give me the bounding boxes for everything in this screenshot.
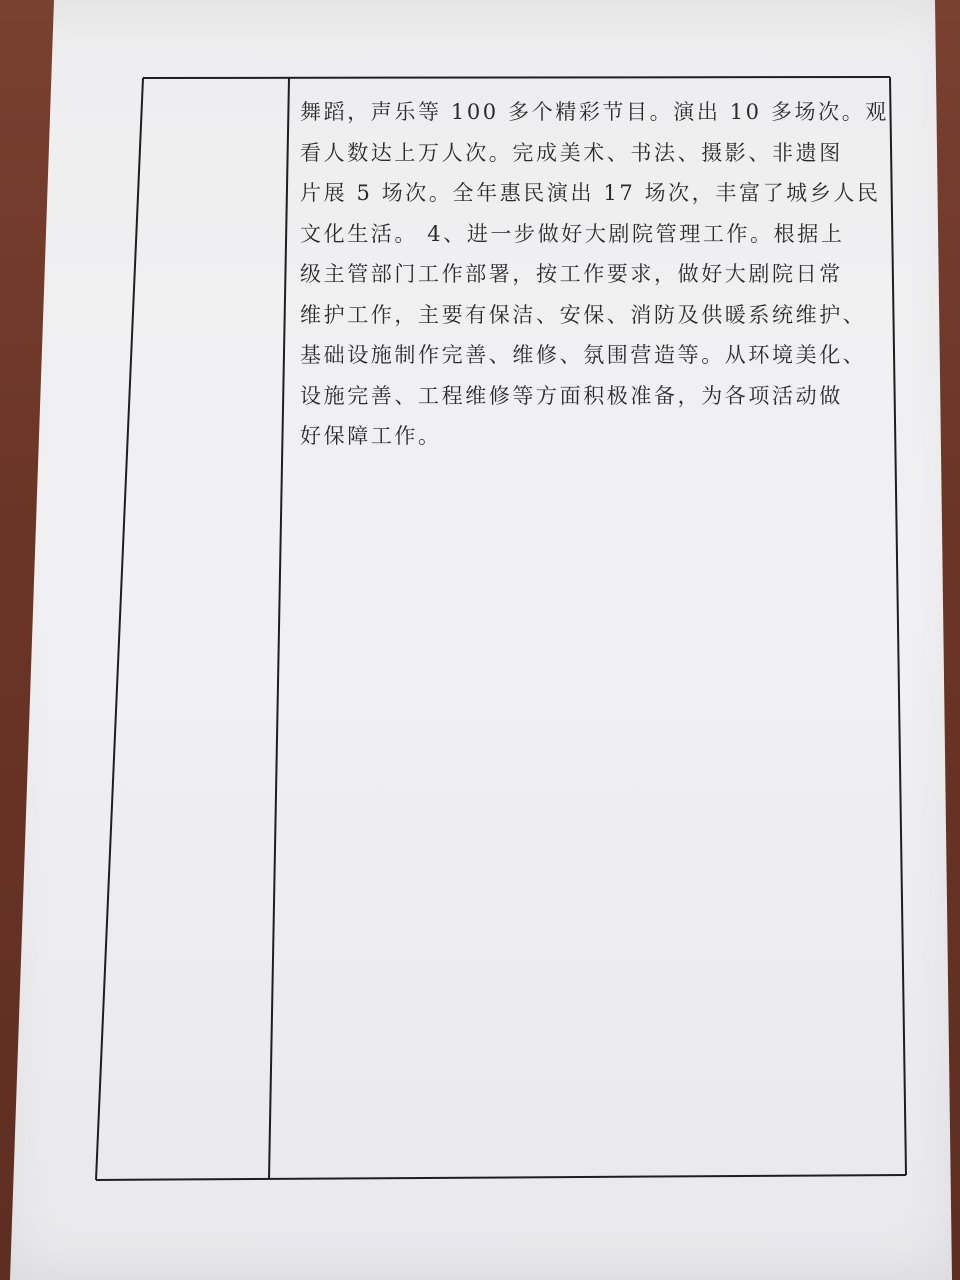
text-line: 舞蹈，声乐等 100 多个精彩节目。演出 10 多场次。观 xyxy=(300,100,889,124)
content-cell xyxy=(300,92,890,457)
text-line: 好保障工作。 xyxy=(300,424,442,448)
text-line: 看人数达上万人次。完成美术、书法、摄影、非遗图 xyxy=(300,140,843,165)
table-border-bottom xyxy=(96,1175,906,1180)
text-line: 维护工作，主要有保洁、安保、消防及供暖系统维护、 xyxy=(300,302,867,327)
text-line: 文化生活。 4、进一步做好大剧院管理工作。根据上 xyxy=(300,221,845,246)
text-line: 基础设施制作完善、维修、氛围营造等。从环境美化、 xyxy=(300,343,867,367)
table-border-left xyxy=(96,78,143,1180)
body-paragraph xyxy=(300,92,890,457)
text-line: 级主管部门工作部署，按工作要求，做好大剧院日常 xyxy=(300,262,843,286)
text-line: 片展 5 场次。全年惠民演出 17 场次，丰富了城乡人民 xyxy=(300,181,881,205)
table-border-right xyxy=(890,77,906,1175)
table-border-top xyxy=(143,77,890,78)
text-line: 设施完善、工程维修等方面积极准备，为各项活动做 xyxy=(300,383,843,408)
table-column-divider xyxy=(269,78,289,1179)
